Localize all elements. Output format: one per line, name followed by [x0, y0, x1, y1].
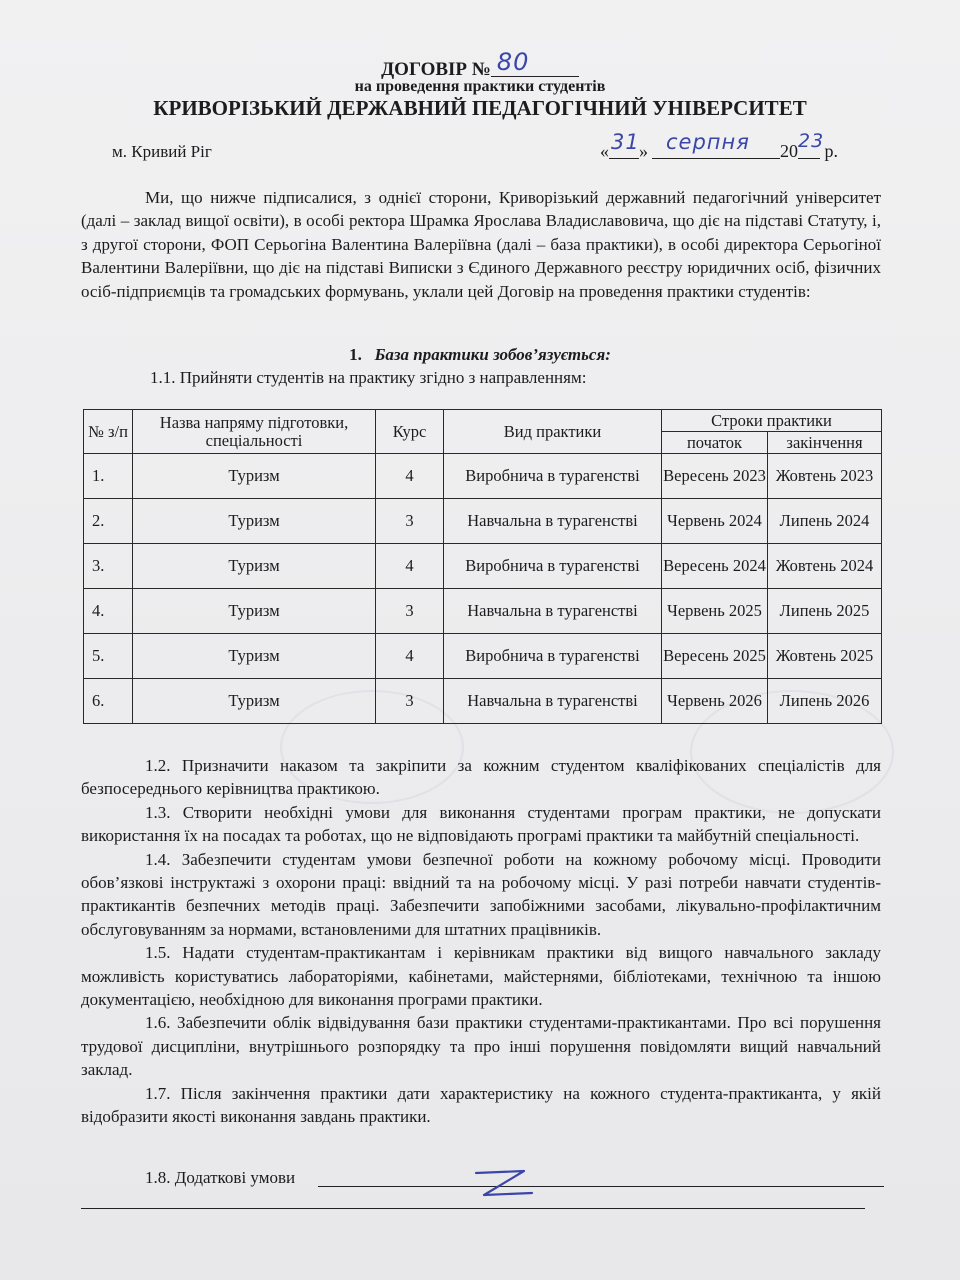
- cell-start: Червень 2026: [662, 679, 768, 724]
- section-1-title: База практики зобов’язується:: [374, 345, 611, 364]
- cell-spec: Туризм: [133, 544, 376, 589]
- cell-spec: Туризм: [133, 679, 376, 724]
- cell-spec: Туризм: [133, 634, 376, 679]
- cell-type: Виробнича в турагенстві: [444, 544, 662, 589]
- header-spec: Назва напряму підготовки, спеціальності: [133, 410, 376, 454]
- item-1-1: 1.1. Прийняти студентів на практику згідно з направленням:: [150, 368, 587, 387]
- section-1-heading: [0, 345, 960, 365]
- section-1-number: 1.: [349, 345, 362, 364]
- date-year-end: р.: [820, 141, 838, 161]
- cell-start: Вересень 2025: [662, 634, 768, 679]
- cell-spec: Туризм: [133, 589, 376, 634]
- cell-start: Вересень 2024: [662, 544, 768, 589]
- intro-paragraph: Ми, що нижче підписалися, з однієї сторони, Криворізький державний педагогічний університет (далі – заклад вищої освіти), в особі ректора Шрамка Ярослава Владиславовича, що діє на підставі Статуту, і, з другої сторони, ФОП Серьогіна Валентина Валеріївна (далі – база практики), в особі директора Серьогіної Валентини Валеріївни, що діє на підставі Виписки з Єдиного Державного реєстру юридичних осіб, фізичних осіб-підприємців та громадських формувань, уклали цей Договір на проведення практики студентів:: [81, 188, 881, 301]
- cell-type: Навчальна в турагенстві: [444, 499, 662, 544]
- cell-course: 3: [376, 499, 444, 544]
- header-start: початок: [662, 432, 768, 454]
- item-1-3: 1.3. Створити необхідні умови для виконання студентами програм практики, не допускати використання їх на посадах та роботах, що не відповідають програмі практики та майбутній спеціальності.: [81, 802, 881, 846]
- item-1-5: 1.5. Надати студентам-практикантам і керівникам практики від вищого навчального закладу можливість користуватись лабораторіями, кабінетами, майстернями, бібліотеками, технічною та іншою документацією, необхідною для виконання програми практики.: [81, 943, 881, 1010]
- table-row: [84, 679, 882, 724]
- item-1-6: 1.6. Забезпечити облік відвідування бази практики студентами-практикантами. Про всі порушення трудової дисципліни, внутрішнього розпорядку та про інші порушення повідомляти вищий навчальний заклад.: [81, 1013, 881, 1080]
- cell-end: Жовтень 2025: [768, 634, 882, 679]
- z-dash-mark: [470, 1165, 540, 1205]
- table-row: [84, 499, 882, 544]
- university-name: КРИВОРІЗЬКИЙ ДЕРЖАВНИЙ ПЕДАГОГІЧНИЙ УНІВЕРСИТЕТ: [153, 96, 807, 120]
- header-type: Вид практики: [444, 410, 662, 454]
- cell-course: 4: [376, 634, 444, 679]
- cell-spec: Туризм: [133, 454, 376, 499]
- title-prefix: ДОГОВІР №: [381, 59, 491, 80]
- cell-num: 6.: [84, 679, 133, 724]
- date-day-blank: [609, 130, 640, 159]
- table-header-row: [84, 410, 882, 432]
- cell-start: Червень 2025: [662, 589, 768, 634]
- extra-conditions-line-2: [81, 1208, 865, 1209]
- cell-num: 4.: [84, 589, 133, 634]
- cell-type: Виробнича в турагенстві: [444, 634, 662, 679]
- header-num: № з/п: [84, 410, 133, 454]
- contract-number-blank: [491, 48, 579, 77]
- header-terms: Строки практики: [662, 410, 882, 432]
- cell-end: Липень 2025: [768, 589, 882, 634]
- cell-end: Жовтень 2024: [768, 544, 882, 589]
- date-year-blank: [798, 130, 825, 159]
- table-row: [84, 544, 882, 589]
- item-1-2: 1.2. Призначити наказом та закріпити за кожним студентом кваліфікованих спеціалістів для безпосереднього керівництва практикою.: [81, 756, 881, 799]
- cell-course: 3: [376, 679, 444, 724]
- cell-end: Липень 2024: [768, 499, 882, 544]
- extra-conditions-line: [318, 1186, 884, 1187]
- cell-start: Червень 2024: [662, 499, 768, 544]
- contract-subtitle: на проведення практики студентів: [354, 78, 606, 95]
- cell-course: 4: [376, 544, 444, 589]
- city: м. Кривий Ріг: [112, 142, 212, 161]
- date-month-blank: [652, 130, 780, 159]
- cell-spec: Туризм: [133, 499, 376, 544]
- contract-date: [600, 130, 838, 162]
- cell-end: Липень 2026: [768, 679, 882, 724]
- practice-table: [83, 409, 882, 724]
- cell-start: Вересень 2023: [662, 454, 768, 499]
- cell-course: 3: [376, 589, 444, 634]
- cell-num: 1.: [84, 454, 133, 499]
- contract-number: 80: [496, 48, 530, 76]
- cell-type: Виробнича в турагенстві: [444, 454, 662, 499]
- date-close-quote: »: [639, 141, 648, 161]
- date-year-prefix: 20: [780, 141, 798, 161]
- header-course: Курс: [376, 410, 444, 454]
- cell-type: Навчальна в турагенстві: [444, 589, 662, 634]
- date-month: серпня: [666, 130, 750, 154]
- cell-num: 5.: [84, 634, 133, 679]
- cell-course: 4: [376, 454, 444, 499]
- header-end: закінчення: [768, 432, 882, 454]
- cell-num: 3.: [84, 544, 133, 589]
- item-1-4: 1.4. Забезпечити студентам умови безпечної роботи на кожному робочому місці. Проводити обов’язкові інструктажі з охорони праці: ввідний та на робочому місці. У разі потреби навчати студентів-практикантів безпечних методів праці. Забезпечити запобіжними засобами, лікувально-профілактичним обслуговуванням за нормами, встановленими для штатних працівників.: [81, 849, 881, 939]
- date-year: 23: [798, 130, 825, 152]
- item-1-7: 1.7. Після закінчення практики дати характеристику на кожного студента-практиканта, у якій відобразити якості виконання завдань практики.: [81, 1083, 881, 1127]
- date-open-quote: «: [600, 141, 609, 161]
- date-day: 31: [611, 130, 640, 154]
- obligations-list: [81, 754, 881, 1129]
- table-row: [84, 589, 882, 634]
- item-1-8-label: 1.8. Додаткові умови: [145, 1168, 296, 1187]
- cell-end: Жовтень 2023: [768, 454, 882, 499]
- cell-type: Навчальна в турагенстві: [444, 679, 662, 724]
- table-row: [84, 454, 882, 499]
- table-row: [84, 634, 882, 679]
- cell-num: 2.: [84, 499, 133, 544]
